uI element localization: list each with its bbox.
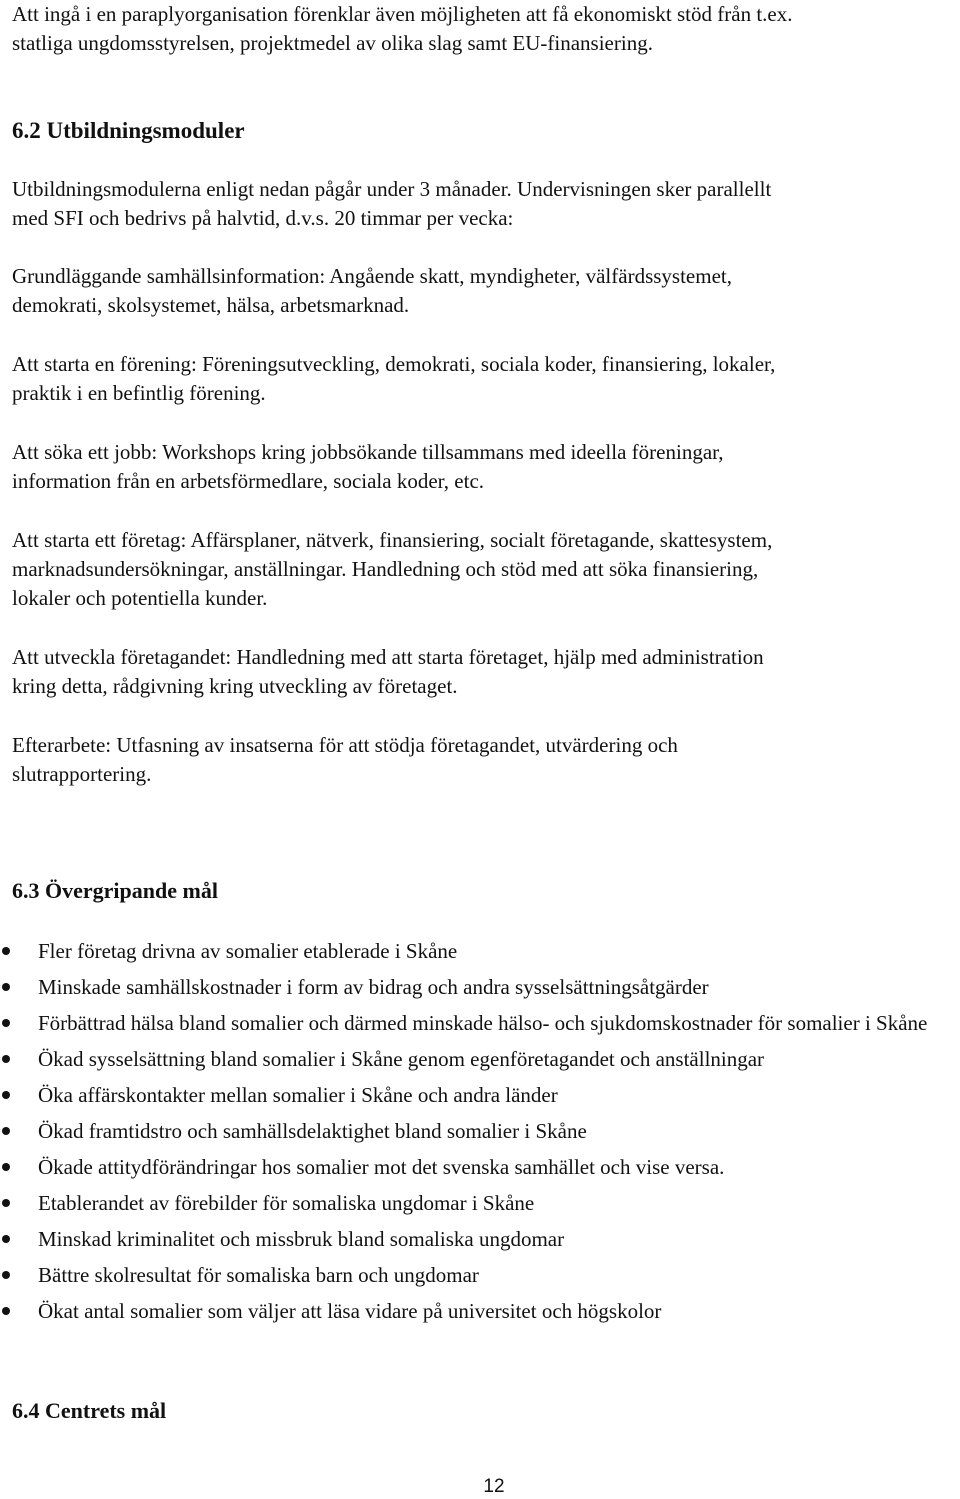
intro-line-1: Att ingå i en paraplyorganisation förenklar även möjligheten att få ekonomiskt stöd från t.ex. (12, 2, 793, 26)
list-item-text: Ökat antal somalier som väljer att läsa vidare på universitet och högskolor (38, 1299, 662, 1323)
list-item-text: Ökad sysselsättning bland somalier i Skåne genom egenföretagandet och anställningar (38, 1047, 765, 1071)
list-item-text: Etablerandet av förebilder för somaliska ungdomar i Skåne (38, 1191, 535, 1215)
bullet-icon (2, 1055, 10, 1063)
module-forening-line-2: praktik i en befintlig förening. (12, 381, 266, 405)
section-6-3-heading: 6.3 Övergripande mål (12, 878, 218, 903)
module-jobb-line-1: Att söka ett jobb: Workshops kring jobbsökande tillsammans med ideella föreningar, (12, 440, 724, 464)
bullet-icon (2, 1127, 10, 1135)
bullet-icon (2, 947, 10, 955)
bullet-icon (2, 983, 10, 991)
bullet-icon (2, 1271, 10, 1279)
module-efterarbete-line-1: Efterarbete: Utfasning av insatserna för att stödja företagandet, utvärdering och (12, 733, 678, 757)
list-item-text: Öka affärskontakter mellan somalier i Skåne och andra länder (38, 1083, 558, 1107)
list-item (0, 1224, 943, 1254)
bullet-icon (2, 1163, 10, 1171)
list-item-text: Minskad kriminalitet och missbruk bland somaliska ungdomar (38, 1227, 565, 1251)
bullet-icon (2, 1307, 10, 1315)
bullet-icon (2, 1199, 10, 1207)
module-forening-line-1: Att starta en förening: Föreningsutveckling, demokrati, sociala koder, finansiering, lokaler, (12, 352, 776, 376)
bullet-icon (2, 1235, 10, 1243)
list-item (0, 1296, 943, 1326)
list-item-text: Fler företag drivna av somalier etablerade i Skåne (38, 939, 458, 963)
section-6-2-intro-line-2: med SFI och bedrivs på halvtid, d.v.s. 20 timmar per vecka: (12, 206, 514, 230)
module-foretag-line-1: Att starta ett företag: Affärsplaner, nätverk, finansiering, socialt företagande, skattesystem, (12, 528, 773, 552)
intro-line-2: statliga ungdomsstyrelsen, projektmedel av olika slag samt EU-finansiering. (12, 31, 653, 55)
list-item (0, 936, 943, 966)
module-samhallsinformation-line-2: demokrati, skolsystemet, hälsa, arbetsmarknad. (12, 293, 410, 317)
list-item-text: Förbättrad hälsa bland somalier och därmed minskade hälso- och sjukdomskostnader för somalier i Skåne (38, 1011, 928, 1035)
list-item (0, 972, 943, 1002)
list-item-text: Ökade attitydförändringar hos somalier mot det svenska samhället och vise versa. (38, 1155, 725, 1179)
list-item (0, 1008, 943, 1038)
list-item-text: Ökad framtidstro och samhällsdelaktighet bland somalier i Skåne (38, 1119, 587, 1143)
module-utveckla-line-1: Att utveckla företagandet: Handledning med att starta företaget, hjälp med administration (12, 645, 764, 669)
list-item (0, 1116, 943, 1146)
module-samhallsinformation-line-1: Grundläggande samhällsinformation: Angående skatt, myndigheter, välfärdssystemet, (12, 264, 732, 288)
list-item (0, 1080, 943, 1110)
section-6-4-heading: 6.4 Centrets mål (12, 1398, 167, 1423)
module-utveckla-line-2: kring detta, rådgivning kring utveckling av företaget. (12, 674, 458, 698)
section-6-2-intro-line-1: Utbildningsmodulerna enligt nedan pågår under 3 månader. Undervisningen sker parallellt (12, 177, 772, 201)
bullet-icon (2, 1091, 10, 1099)
module-jobb-line-2: information från en arbetsförmedlare, sociala koder, etc. (12, 469, 485, 493)
list-item (0, 1044, 943, 1074)
list-item-text: Bättre skolresultat för somaliska barn och ungdomar (38, 1263, 479, 1287)
module-foretag-line-2: marknadsundersökningar, anställningar. Handledning och stöd med att söka finansiering, (12, 557, 759, 581)
list-item (0, 1188, 943, 1218)
module-efterarbete-line-2: slutrapportering. (12, 762, 152, 786)
goals-list (0, 936, 960, 1332)
module-foretag-line-3: lokaler och potentiella kunder. (12, 586, 268, 610)
page-number: 12 (483, 1476, 505, 1497)
list-item (0, 1152, 943, 1182)
list-item-text: Minskade samhällskostnader i form av bidrag och andra sysselsättningsåtgärder (38, 975, 709, 999)
section-6-2-heading: 6.2 Utbildningsmoduler (12, 118, 245, 143)
list-item (0, 1260, 943, 1290)
bullet-icon (2, 1019, 10, 1027)
